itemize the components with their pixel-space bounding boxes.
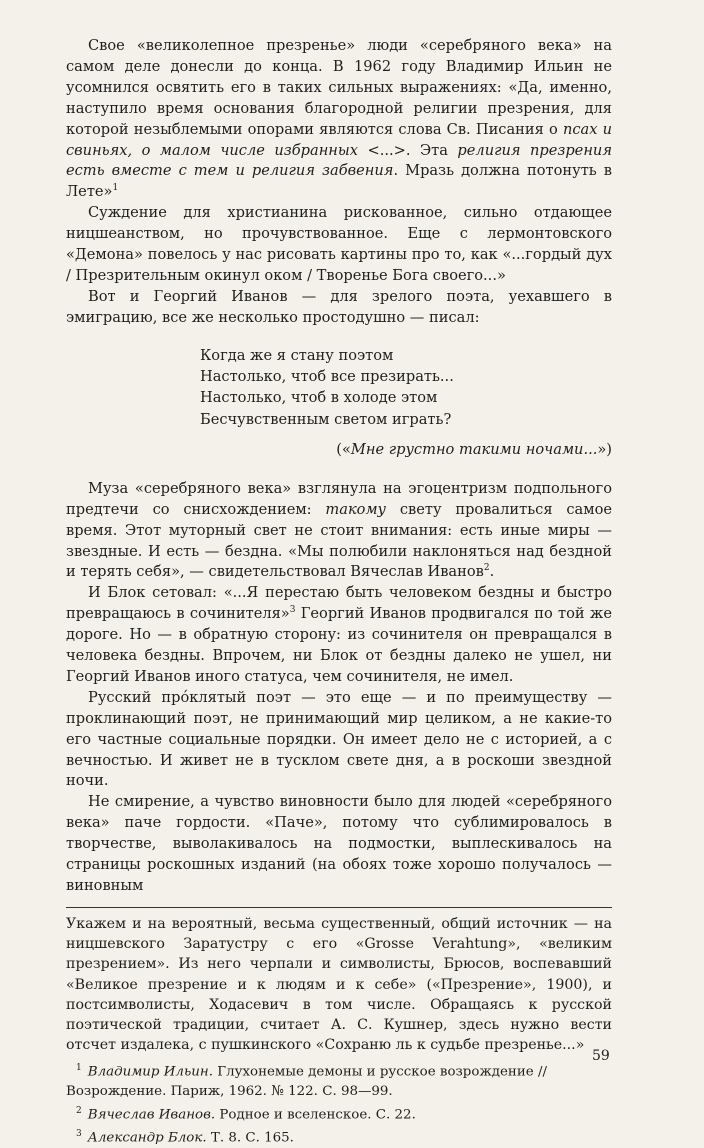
footnote-number: 3 — [76, 1129, 82, 1140]
text-run: Муза «серебряного века» взглянула на эгоцентризм подпольного предтечи со снисхождением: — [66, 479, 612, 518]
poem-title: Мне грустно такими ночами... — [350, 440, 598, 458]
footnote-3 — [66, 1125, 612, 1148]
paragraph-2: Суждение для христианина рискованное, сильно отдающее ницшеанством, но прочувствованное. Еще с лермонтовского «Демона» повелось у нас рисовать картины про то, как «...гордый дух / Презрительным окинул оком / Творенье Бога своего...» — [66, 204, 612, 284]
footnote-ref-2: 2 — [483, 563, 490, 574]
poem-line: Настолько, чтоб все презирать... — [200, 367, 454, 385]
poem-source — [66, 440, 612, 461]
footnote-text: Родное и вселенское. С. 22. — [215, 1107, 416, 1123]
italic-run: псах и свиньях, о малом числе избранных — [66, 120, 612, 159]
poem-quote — [200, 345, 612, 430]
footnote-text: Глухонемые демоны и русское возрождение // Возрождение. Париж, 1962. № 122. С. 98—99. — [66, 1064, 547, 1100]
text-run: И Блок сетовал: «...Я перестаю быть человеком бездны и быстро превращаюсь в сочинителя» — [66, 584, 612, 623]
editorial-note: Укажем и на вероятный, весьма существенный, общий источник — на ницшевского Заратустру с его «Grosse Verahtung», «великим презрением». Из него черпали и символисты, Брюсов, воспевавший «Великое презрение и к людям и к себе» («Презрение», 1900), и постсимволисты, Ходасевич в том числе. Обращаясь к русской поэтической традиции, считает А. С. Кушнер, здесь нужно вести отсчет издалека, с пушкинского «Сохраню ль к судьбе презренье...» — [66, 915, 612, 1054]
footnote-author: Владимир Ильин. — [87, 1064, 213, 1080]
page-number: 59 — [592, 1048, 610, 1064]
poem-line: Когда же я стану поэтом — [200, 346, 394, 364]
footnote-number: 1 — [76, 1063, 82, 1074]
text-run: Георгий Иванов продвигался по той же дороге. Но — в обратную сторону: из сочинителя он превращался в человека бездны. Впрочем, ни Блок от бездны далеко не ушел, ни Георгий Иванов иного статуса, чем сочинителя, не имел. — [66, 605, 612, 685]
italic-run: религия презрения есть вместе с тем и религия забвения — [66, 141, 612, 180]
punct: (« — [336, 440, 351, 458]
text-run: свету провалиться самое время. Этот муторный свет не стоит внимания: есть иные миры — звездные. И есть — бездна. «Мы полюбили наклоняться над бездной и терять себя», — свидетельствовал Вячеслав Иванов — [66, 500, 612, 581]
footnotes — [66, 1059, 612, 1148]
paragraph-3: Вот и Георгий Иванов — для зрелого поэта, уехавшего в эмиграцию, все же несколько простодушно — писал: — [66, 287, 612, 326]
footnote-text: Т. 8. С. 165. — [206, 1130, 294, 1146]
footnote-ref-1: 1 — [112, 183, 119, 194]
text-run: Свое «великолепное презренье» люди «серебряного века» на самом деле донесли до конца. В 1962 году Владимир Ильин не усомнился освятить его в таких сильных выражениях: «Да, именно, наступило время основания благородной религии презрения, для которой незыблемыми опорами являются слова Св. Писания о — [66, 37, 612, 138]
footnote-author: Вячеслав Иванов. — [87, 1107, 216, 1123]
footnote-ref-3: 3 — [289, 605, 296, 616]
paragraph-1 — [66, 36, 612, 203]
footnote-author: Александр Блок. — [87, 1130, 207, 1146]
text-run: . Мразь должна потонуть в Лете» — [66, 162, 613, 201]
poem-line: Настолько, чтоб в холоде этом — [200, 389, 438, 407]
text-run: <...>. Эта — [358, 141, 458, 159]
paragraph-7: Не смирение, а чувство виновности было для людей «серебряного века» паче гордости. «Паче», потому что сублимировалось в творчестве, выволакивалось на подмостки, выплескивалось на страницы роскошных изданий (на обоях тоже хорошо получалось — виновным — [66, 793, 612, 894]
paragraph-4 — [66, 479, 612, 584]
paragraph-5 — [66, 583, 612, 688]
footnote-1 — [66, 1059, 612, 1102]
main-text — [66, 36, 612, 1148]
footnote-number: 2 — [76, 1105, 82, 1116]
footnote-2 — [66, 1102, 612, 1125]
poem-line: Бесчувственным светом играть? — [200, 410, 452, 428]
paragraph-6: Русский прóклятый поэт — это еще — и по преимуществу — проклинающий поэт, не принимающий мир целиком, а не какие-то его частные социальные порядки. Он имеет дело не с историей, а с вечностью. И живет не в тусклом свете дня, а в роскоши звездной ночи. — [66, 688, 612, 790]
footnote-divider — [66, 907, 612, 908]
text-run: . — [489, 563, 495, 581]
punct: ») — [597, 440, 612, 458]
italic-run: такому — [325, 500, 387, 518]
